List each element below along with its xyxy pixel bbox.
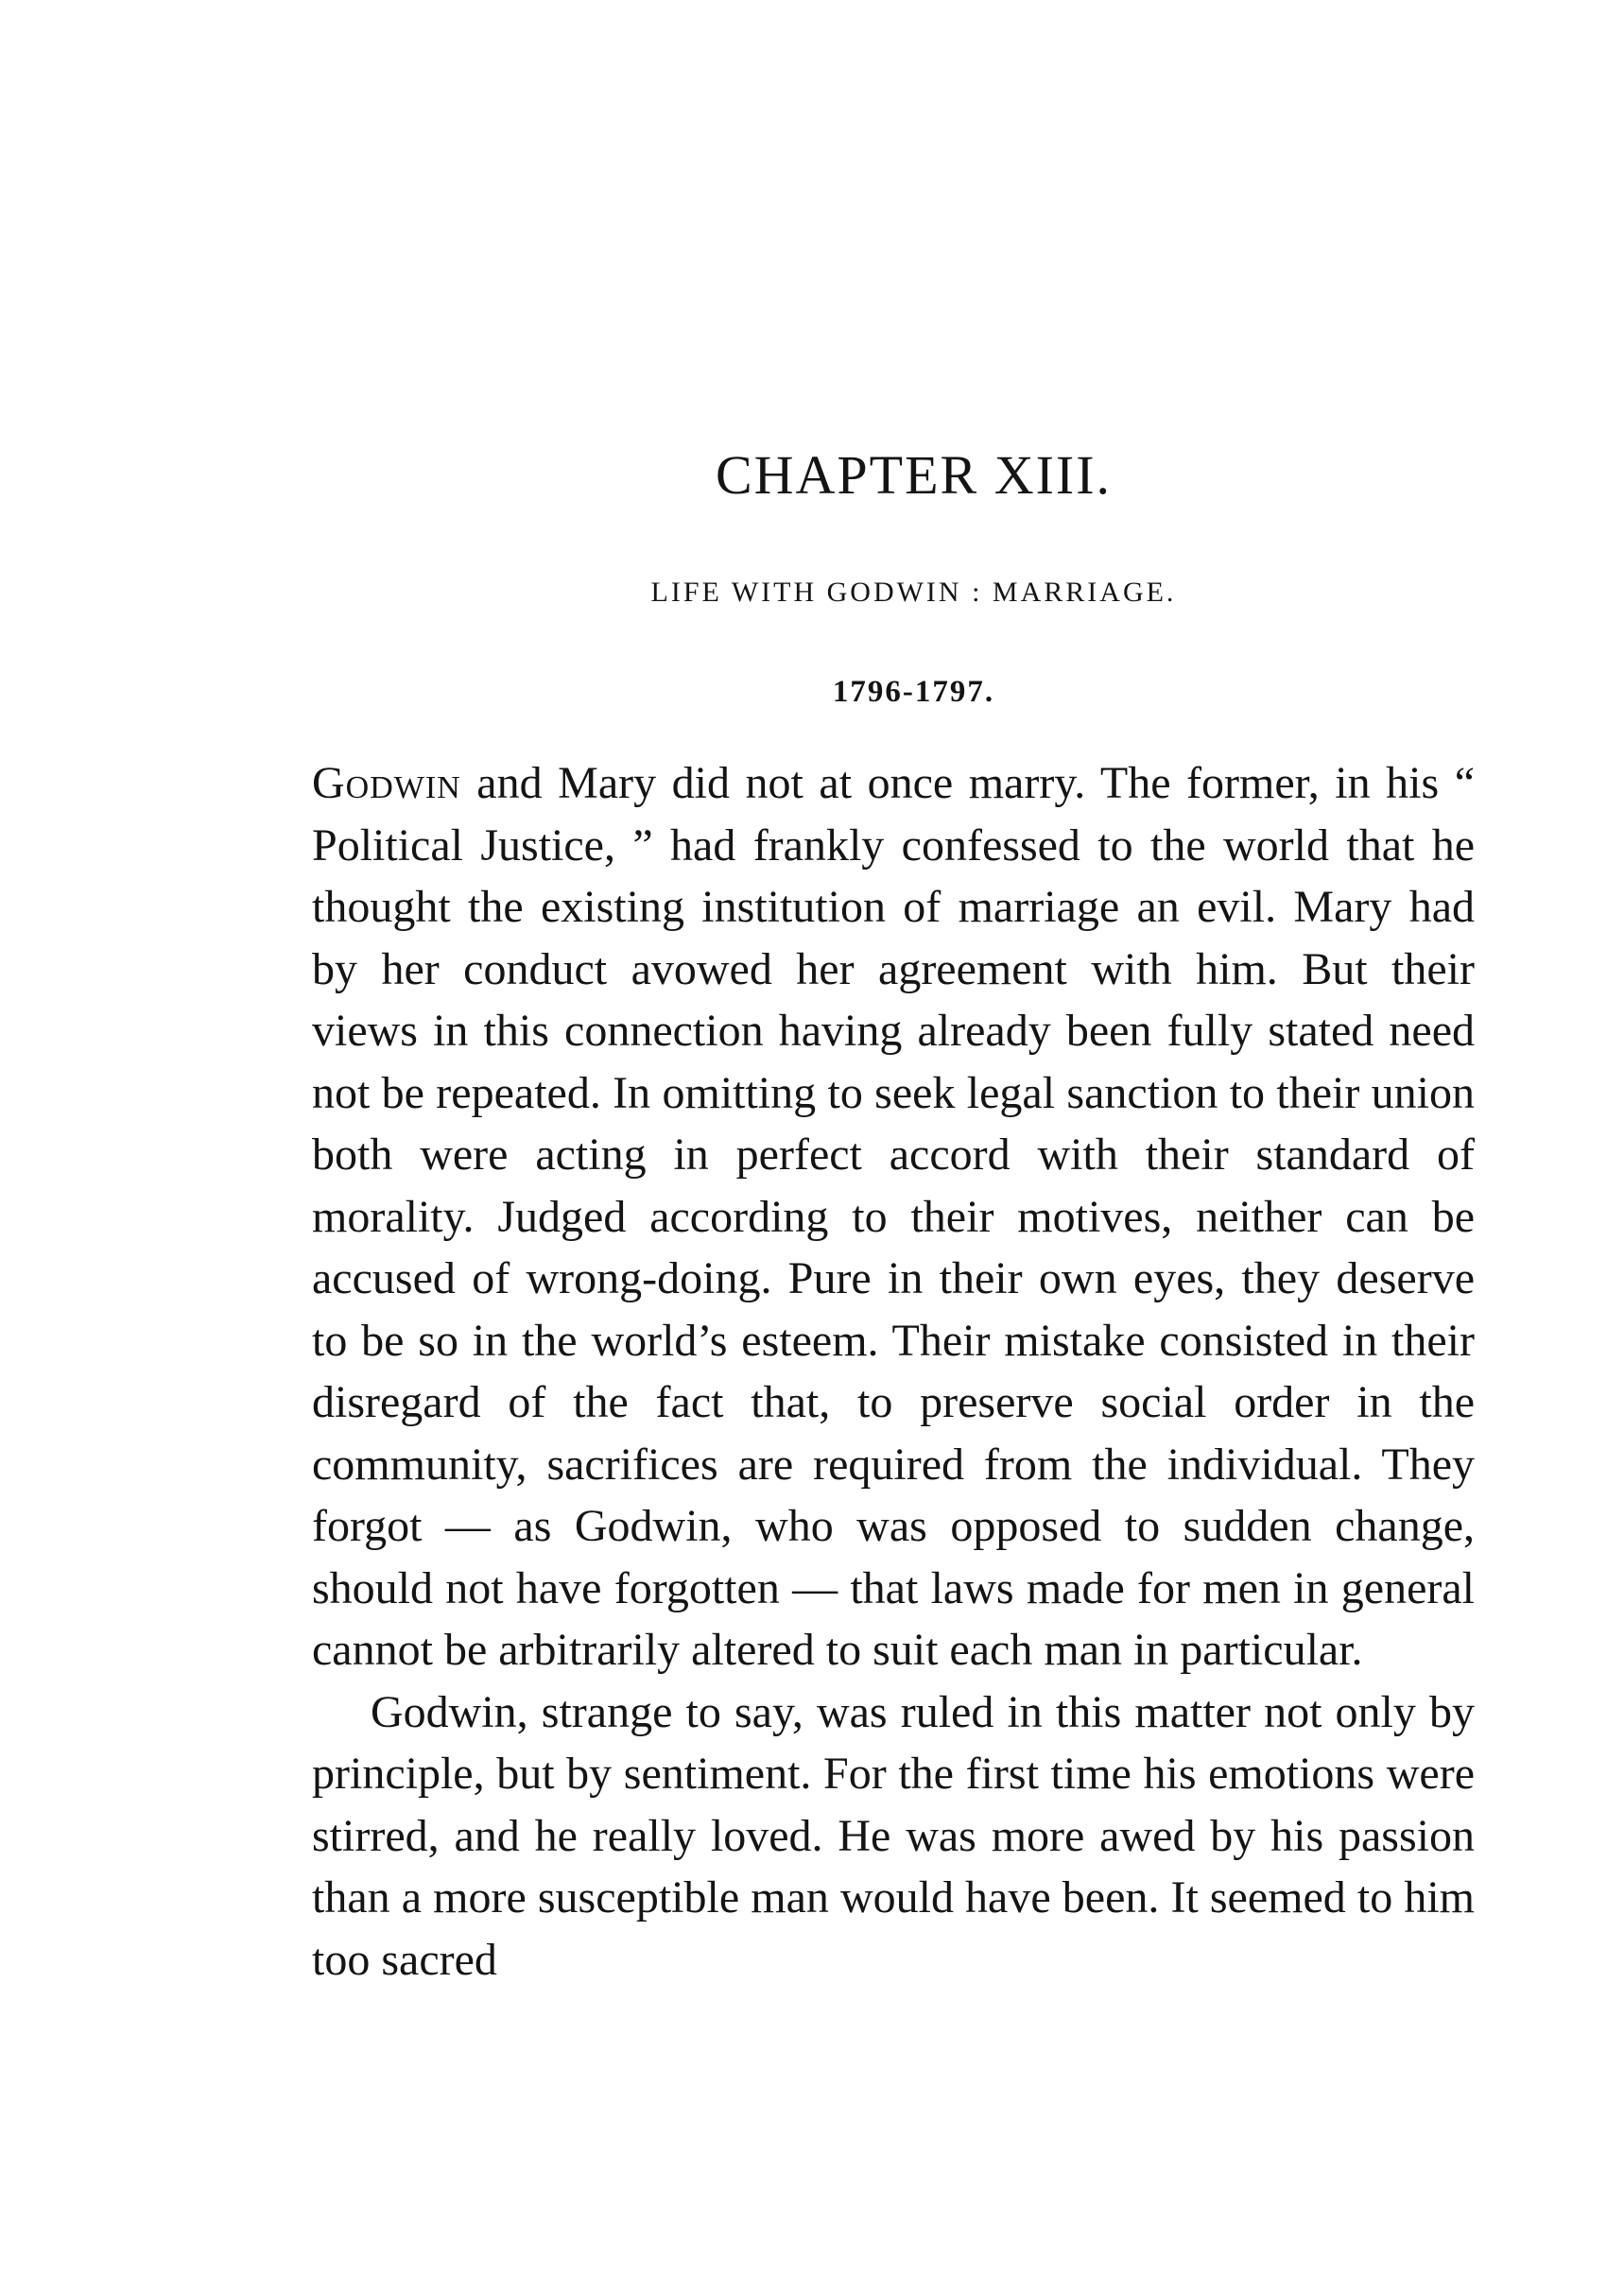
paragraph-1-lead-word: Godwin [312,758,461,808]
paragraph-2 [312,1681,1475,1992]
paragraph-1-text: and Mary did not at once marry. The former, in his “ Political Justice, ” had frankly confessed to the world that he thought the existing institution of marriage an evil. Mary had by her conduct avowed her agreement with him. But their views in this connection having already been fully stated need not be repeated. In omitting to seek legal sanction to their union both were acting in perfect accord with their standard of morality. Judged according to their motives, neither can be accused of wrong-doing. Pure in their own eyes, they deserve to be so in the world’s esteem. Their mistake consisted in their disregard of the fact that, to preserve social order in the community, sacrifices are required from the individual. They forgot — as Godwin, who was opposed to sudden change, should not have forgotten — that laws made for men in general cannot be arbitrarily altered to suit each man in particular. [312,758,1475,1675]
chapter-years: 1796-1797. [832,675,995,709]
paragraph-1 [312,752,1475,1681]
body-text [312,752,1475,1991]
chapter-subtitle: LIFE WITH GODWIN : MARRIAGE. [650,577,1177,608]
chapter-title: CHAPTER XIII. [715,444,1113,506]
paragraph-2-text: Godwin, strange to say, was ruled in this matter not only by principle, but by sentiment. For the first time his emotions were stirred, and he really loved. He was more awed by his passion than a more susceptible man would have been. It seemed to him too sacred [312,1686,1475,1985]
